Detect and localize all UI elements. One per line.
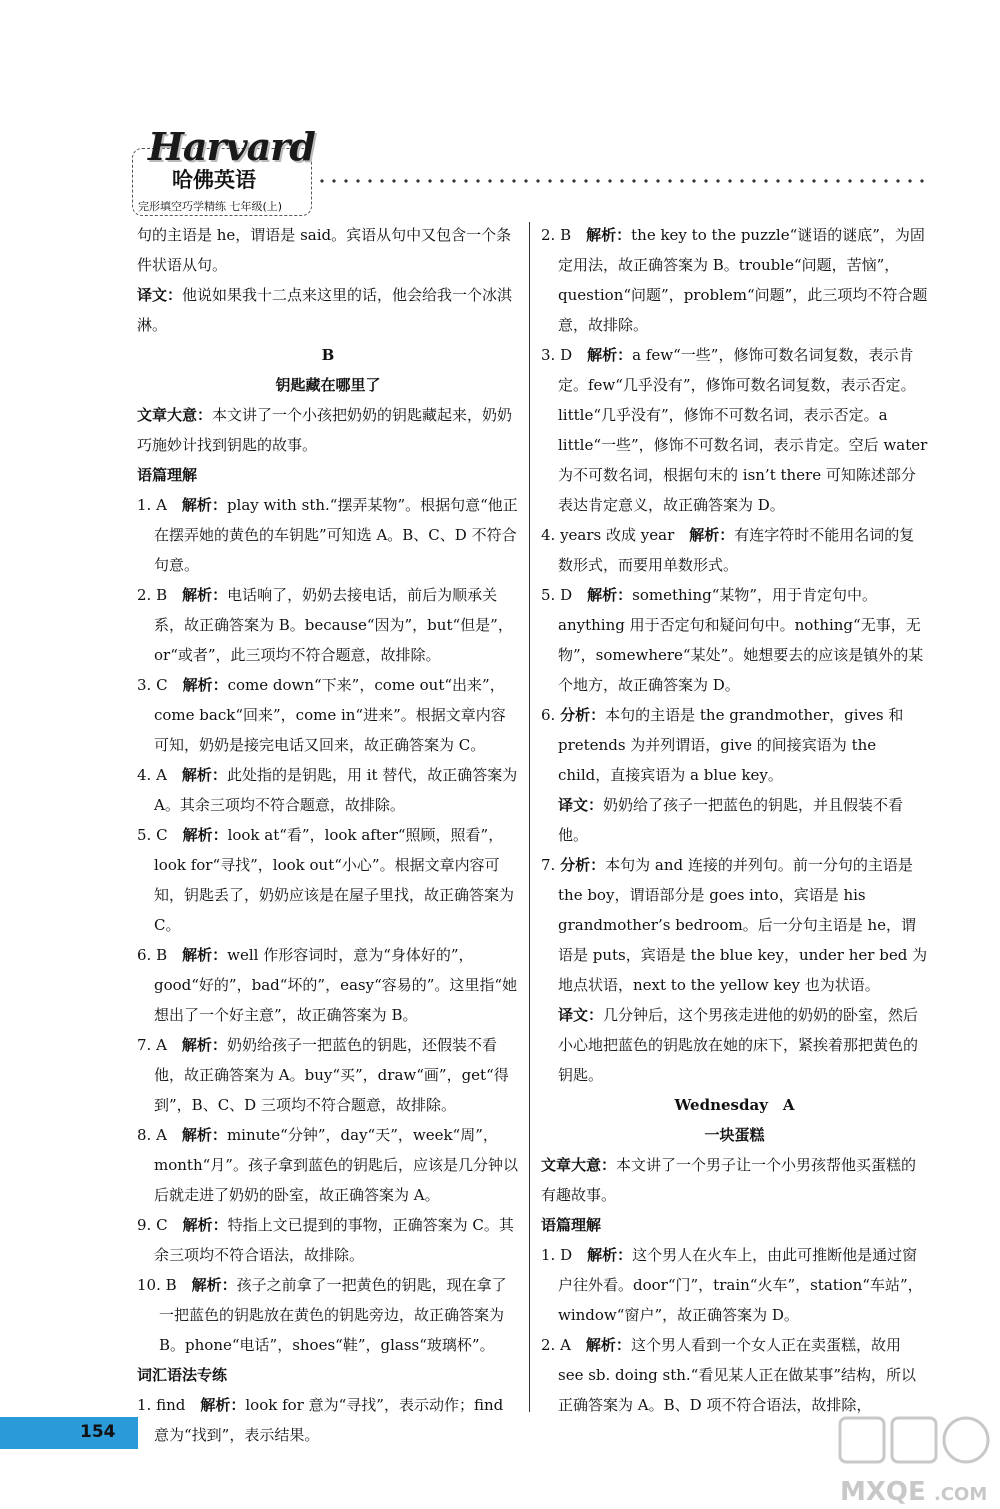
answer-key: 4. A	[137, 766, 182, 784]
explanation-label: 解析：	[586, 226, 632, 244]
answer-item	[541, 850, 928, 1000]
explanation-text: 这个男人在火车上，由此可推断他是通过窗户往外看。door“门”，train“火车”，station“车站”，window“窗户”，故正确答案为 D。	[558, 1246, 923, 1324]
paragraph-text: 奶奶给了孩子一把蓝色的钥匙，并且假装不看他。	[558, 796, 904, 844]
subsection-heading: 语篇理解	[137, 466, 198, 484]
explanation-label: 解析：	[585, 1336, 631, 1354]
answer-item	[137, 940, 519, 1030]
explanation-text: a few“一些”，修饰可数名词复数，表示肯定。few“几乎没有”，修饰可数名词复数，表示否定。little“几乎没有”，修饰不可数名词，表示否定。a little“一些”，修饰不可数名词，表示肯定。空后 water 为不可数名词，根据句末的 isn’t there 可知陈述部分表达肯定意义，故正确答案为 D。	[558, 346, 928, 514]
answer-item	[137, 1390, 519, 1450]
explanation-label: 解析：	[182, 1216, 228, 1234]
explanation-text: look for 意为“寻找”，表示动作；find 意为“找到”，表示结果。	[154, 1396, 504, 1444]
explanation-text: come down“下来”，come out“出来”，come back“回来”，come in“进来”。根据文章内容可知，奶奶是接完电话又回来，故正确答案为 C。	[154, 676, 506, 754]
subsection-heading: 语篇理解	[541, 1216, 602, 1234]
labeled-paragraph	[541, 1000, 928, 1090]
explanation-label: 解析：	[200, 1396, 246, 1414]
explanation-text: look at“看”，look after“照顾，照看”，look for“寻找”，look out“小心”。根据文章内容可知，钥匙丢了，奶奶应该是在屋子里找，故正确答案为 C。	[154, 826, 515, 934]
explanation-text: 有连字符时不能用名词的复数形式，而要用单数形式。	[558, 526, 915, 574]
answer-key: 1. A	[137, 496, 182, 514]
labeled-paragraph	[541, 790, 928, 850]
answer-item	[137, 1120, 519, 1210]
explanation-label: 分析：	[560, 706, 606, 724]
explanation-label: 解析：	[689, 526, 735, 544]
answer-item	[137, 1270, 519, 1360]
paragraph-label: 译文：	[558, 796, 604, 814]
answer-key: 3. C	[137, 676, 183, 694]
answer-key: 3. D	[541, 346, 588, 364]
answer-key: 2. B	[137, 586, 183, 604]
explanation-text: 特指上文已提到的事物，正确答案为 C。其余三项均不符合语法，故排除。	[154, 1216, 514, 1264]
explanation-text: 这个男人看到一个女人正在卖蛋糕，故用 see sb. doing sth.“看见某人正在做某事”结构，所以正确答案为 A。B、D 项不符合语法，故排除，	[558, 1336, 917, 1414]
page-header	[0, 0, 1000, 220]
explanation-text: 本句为 and 连接的并列句。前一分句的主语是 the boy，谓语部分是 goes into，宾语是 his grandmother’s bedroom。后一分句主语是 he，谓语是 puts，宾语是 the blue key，under her bed 为地点状语，next to the yellow key 也为状语。	[558, 856, 928, 994]
section-heading: B	[321, 346, 335, 364]
left-column	[137, 220, 519, 1450]
answer-item	[137, 490, 519, 580]
explanation-text: 孩子之前拿了一把黄色的钥匙，现在拿了一把蓝色的钥匙放在黄色的钥匙旁边，故正确答案为 B。phone“电话”，shoes“鞋”，glass“玻璃杯”。	[159, 1276, 507, 1354]
paragraph-label: 译文：	[558, 1006, 604, 1024]
answer-key: 1. D	[541, 1246, 588, 1264]
labeled-paragraph	[137, 280, 519, 340]
answer-item	[137, 820, 519, 940]
answer-key: 8. A	[137, 1126, 182, 1144]
answer-key: 2. B	[541, 226, 587, 244]
paragraph-label: 文章大意：	[541, 1156, 617, 1174]
answer-key: 10. B	[137, 1276, 192, 1294]
logo-chinese-title: 哈佛英语	[172, 168, 256, 192]
harvard-logo: Harvard	[148, 124, 315, 169]
answer-key: 7.	[541, 856, 561, 874]
svg-text:.COM: .COM	[934, 1484, 988, 1505]
answer-key: 6. B	[137, 946, 183, 964]
paragraph-text: 他说如果我十二点来这里的话，他会给我一个冰淇淋。	[137, 286, 513, 334]
explanation-label: 解析：	[587, 586, 633, 604]
answer-item	[541, 580, 928, 700]
section-heading: 一块蛋糕	[704, 1126, 765, 1144]
answer-key: 5. D	[541, 586, 588, 604]
explanation-label: 解析：	[182, 946, 228, 964]
answer-item	[541, 1240, 928, 1330]
explanation-label: 解析：	[587, 1246, 633, 1264]
explanation-text: play with sth.“摆弄某物”。根据句意“他正在摆弄她的黄色的车钥匙”可知选 A。B、C、D 不符合句意。	[154, 496, 518, 574]
explanation-text: minute“分钟”，day“天”，week“周”，month“月”。孩子拿到蓝色的钥匙后，应该是几分钟以后就走进了奶奶的卧室，故正确答案为 A。	[154, 1126, 518, 1204]
answer-key: 4. years 改成 year	[541, 526, 690, 544]
section-heading: Wednesday A	[674, 1096, 795, 1114]
labeled-paragraph	[137, 400, 519, 460]
answer-key: 5. C	[137, 826, 183, 844]
explanation-text: something“某物”，用于肯定句中。anything 用于否定句和疑问句中。nothing“无事，无物”，somewhere“某处”。她想要去的应该是镇外的某个地方，故正确答案为 D。	[558, 586, 924, 694]
answer-item	[541, 340, 928, 520]
answer-key: 7. A	[137, 1036, 182, 1054]
explanation-label: 解析：	[587, 346, 633, 364]
explanation-label: 解析：	[182, 826, 228, 844]
explanation-label: 解析：	[181, 766, 227, 784]
explanation-text: 电话响了，奶奶去接电话，前后为顺承关系，故正确答案为 B。because“因为”，but“但是”，or“或者”，此三项均不符合题意，故排除。	[154, 586, 513, 664]
answer-item	[137, 760, 519, 820]
section-heading: 钥匙藏在哪里了	[275, 376, 381, 394]
answer-item	[541, 700, 928, 790]
explanation-label: 解析：	[181, 496, 227, 514]
explanation-text: 本句的主语是 the grandmother，gives 和 pretends 为并列谓语，give 的间接宾语为 the child，直接宾语为 a blue key。	[558, 706, 904, 784]
explanation-text: 此处指的是钥匙，用 it 替代，故正确答案为 A。其余三项均不符合题意，故排除。	[154, 766, 518, 814]
answer-item	[541, 520, 928, 580]
explanation-label: 解析：	[191, 1276, 237, 1294]
answer-item	[137, 580, 519, 670]
paragraph: 句的主语是 he，谓语是 said。宾语从句中又包含一个条件状语从句。	[137, 226, 512, 274]
answer-item	[541, 220, 928, 340]
answer-key: 9. C	[137, 1216, 183, 1234]
right-column	[541, 220, 928, 1420]
column-divider	[529, 222, 530, 1412]
explanation-label: 解析：	[181, 1036, 227, 1054]
explanation-label: 解析：	[181, 1126, 227, 1144]
labeled-paragraph	[541, 1150, 928, 1210]
paragraph-text: 几分钟后，这个男孩走进他的奶奶的卧室，然后小心地把蓝色的钥匙放在她的床下，紧挨着那把黄色的钥匙。	[558, 1006, 919, 1084]
explanation-label: 解析：	[182, 586, 228, 604]
answer-item	[137, 1210, 519, 1270]
explanation-text: 奶奶给孩子一把蓝色的钥匙，还假装不看他，故正确答案为 A。buy“买”，draw“画”，get“得到”，B、C、D 三项均不符合题意，故排除。	[154, 1036, 509, 1114]
dotted-rule	[316, 178, 932, 184]
explanation-label: 分析：	[560, 856, 606, 874]
answer-item	[137, 1030, 519, 1120]
explanation-label: 解析：	[182, 676, 228, 694]
answer-key: 2. A	[541, 1336, 586, 1354]
page-number-tab	[0, 1417, 138, 1449]
paragraph-text: 本文讲了一个男子让一个小男孩帮他买蛋糕的有趣故事。	[541, 1156, 917, 1204]
paragraph-label: 译文：	[137, 286, 183, 304]
svg-text:MXQE: MXQE	[840, 1477, 926, 1507]
answer-key: 6.	[541, 706, 561, 724]
paragraph-label: 文章大意：	[137, 406, 213, 424]
book-subtitle: 完形填空巧学精练 七年级(上)	[138, 200, 283, 213]
answer-item	[137, 670, 519, 760]
subsection-heading: 词汇语法专练	[137, 1366, 228, 1384]
explanation-text: well 作形容词时，意为“身体好的”，good“好的”，bad“坏的”，easy“容易的”。这里指“她想出了一个好主意”，故正确答案为 B。	[154, 946, 518, 1024]
page-number: 154	[80, 1422, 116, 1442]
paragraph-text: 本文讲了一个小孩把奶奶的钥匙藏起来，奶奶巧施妙计找到钥匙的故事。	[137, 406, 513, 454]
answer-key: 1. find	[137, 1396, 201, 1414]
explanation-text: the key to the puzzle“谜语的谜底”，为固定用法，故正确答案为 B。trouble“问题，苦恼”，question“问题”，problem“问题”，此三项均不符合题意，故排除。	[558, 226, 928, 334]
watermark-logo	[830, 1400, 1000, 1509]
